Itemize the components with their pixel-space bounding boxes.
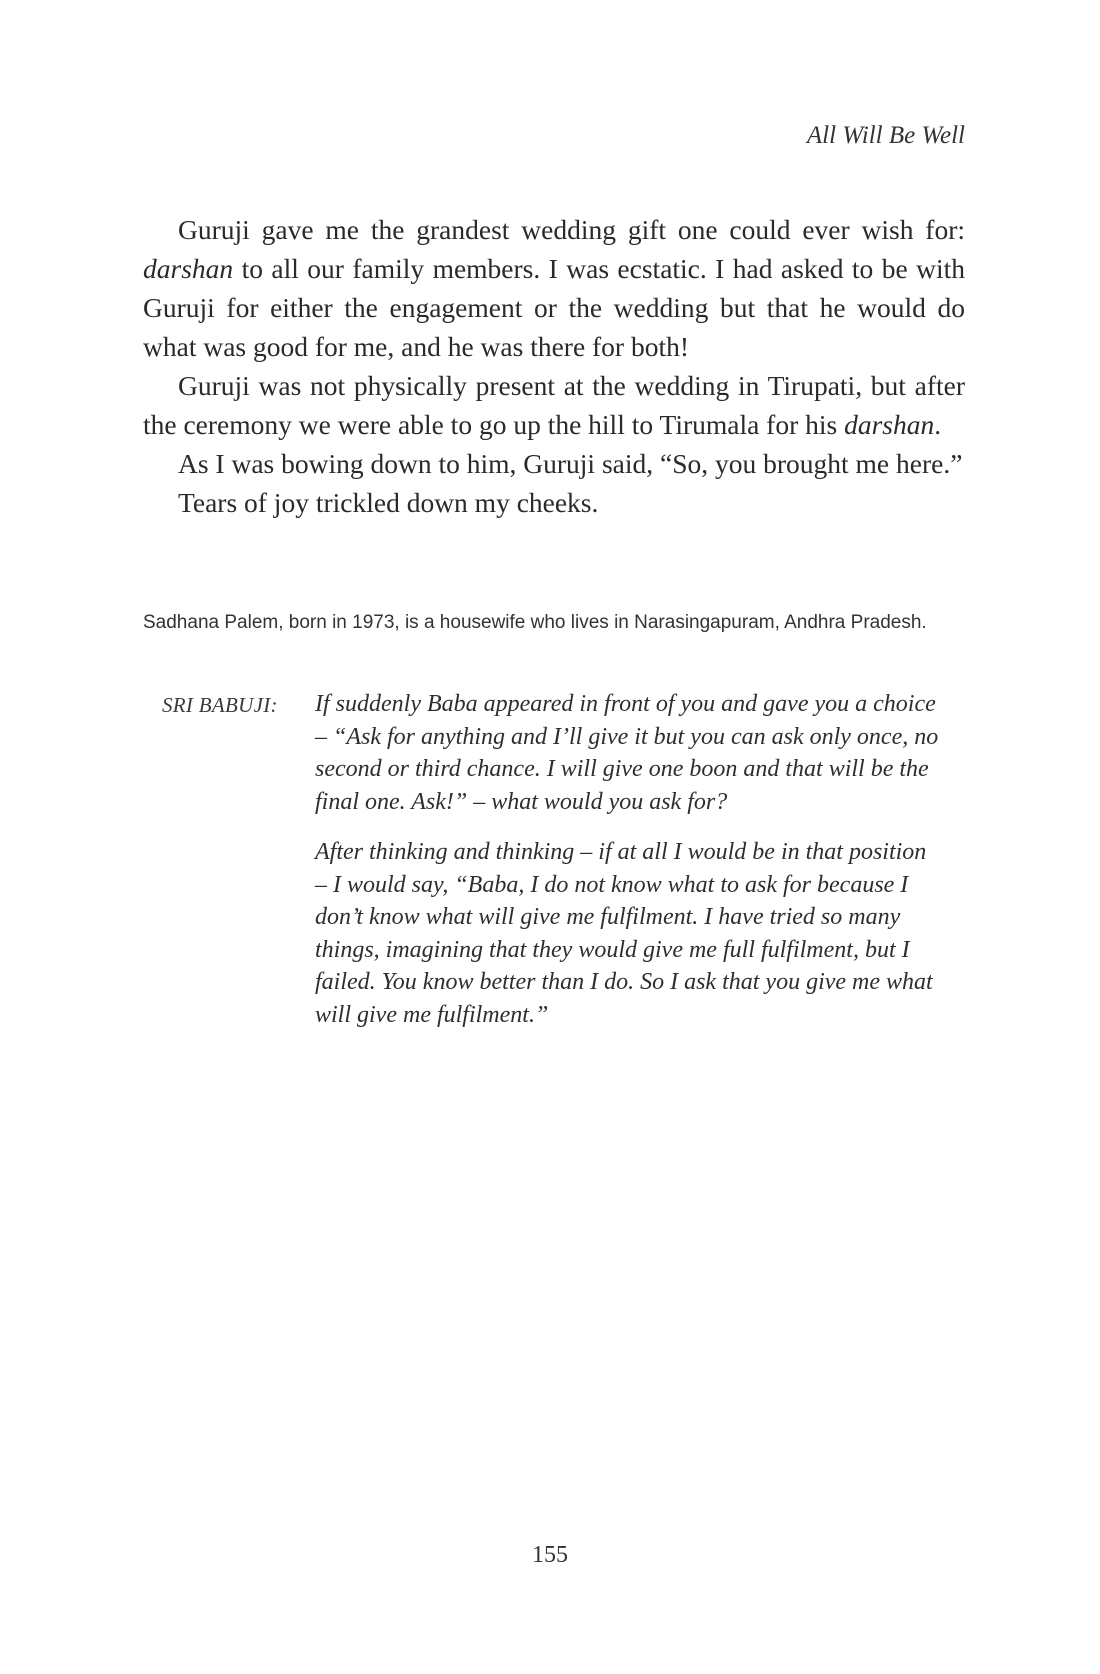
quote-paragraph-answer: After thinking and thinking – if at all I would be in that position – I would say, “Baba, I do not know what to ask for because I don’t know what will give me fulfilment. I have tried so many things, imagining that they would give me full fulfilment, but I failed. You know better than I do. So I ask that you give me what will give me fulfilment.” [315,839,933,1028]
author-bio: Sadhana Palem, born in 1973, is a housewife who lives in Narasingapuram, Andhra Pradesh. [143,612,927,633]
main-text [143,210,965,522]
paragraph-tirupati [143,366,965,444]
quote-paragraph-question: If suddenly Baba appeared in front of you and gave you a choice – “Ask for anything and I’ll give it but you can ask only once, no second or third chance. I will give one boon and that will be the final one. Ask!” – what would you ask for? [315,691,939,815]
quote-speaker: SRI BABUJI: [162,693,278,717]
quote-block [315,688,940,1049]
paragraph-text: Guruji was not physically present at the wedding in Tirupati, but after the ceremony we were able to go up the hill to Tirumala for his [143,370,965,440]
paragraph-wedding-gift [143,210,965,366]
italic-term: darshan [844,409,935,440]
paragraph-text: As I was bowing down to him, Guruji said, “So, you brought me here.” [178,448,963,479]
paragraph-text: Guruji gave me the grandest wedding gift one could ever wish for: [178,214,965,245]
italic-term: darshan [143,253,234,284]
paragraph-text: Tears of joy trickled down my cheeks. [178,487,599,518]
paragraph-text: to all our family members. I was ecstatic. I had asked to be with Guruji for either the engagement or the wedding but that he would do what was good for me, and he was there for both! [143,253,965,362]
paragraph-tears [143,483,965,522]
page-number: 155 [532,1542,568,1568]
paragraph-bowing [143,444,965,483]
running-head: All Will Be Well [806,122,965,149]
paragraph-text: . [934,409,942,440]
